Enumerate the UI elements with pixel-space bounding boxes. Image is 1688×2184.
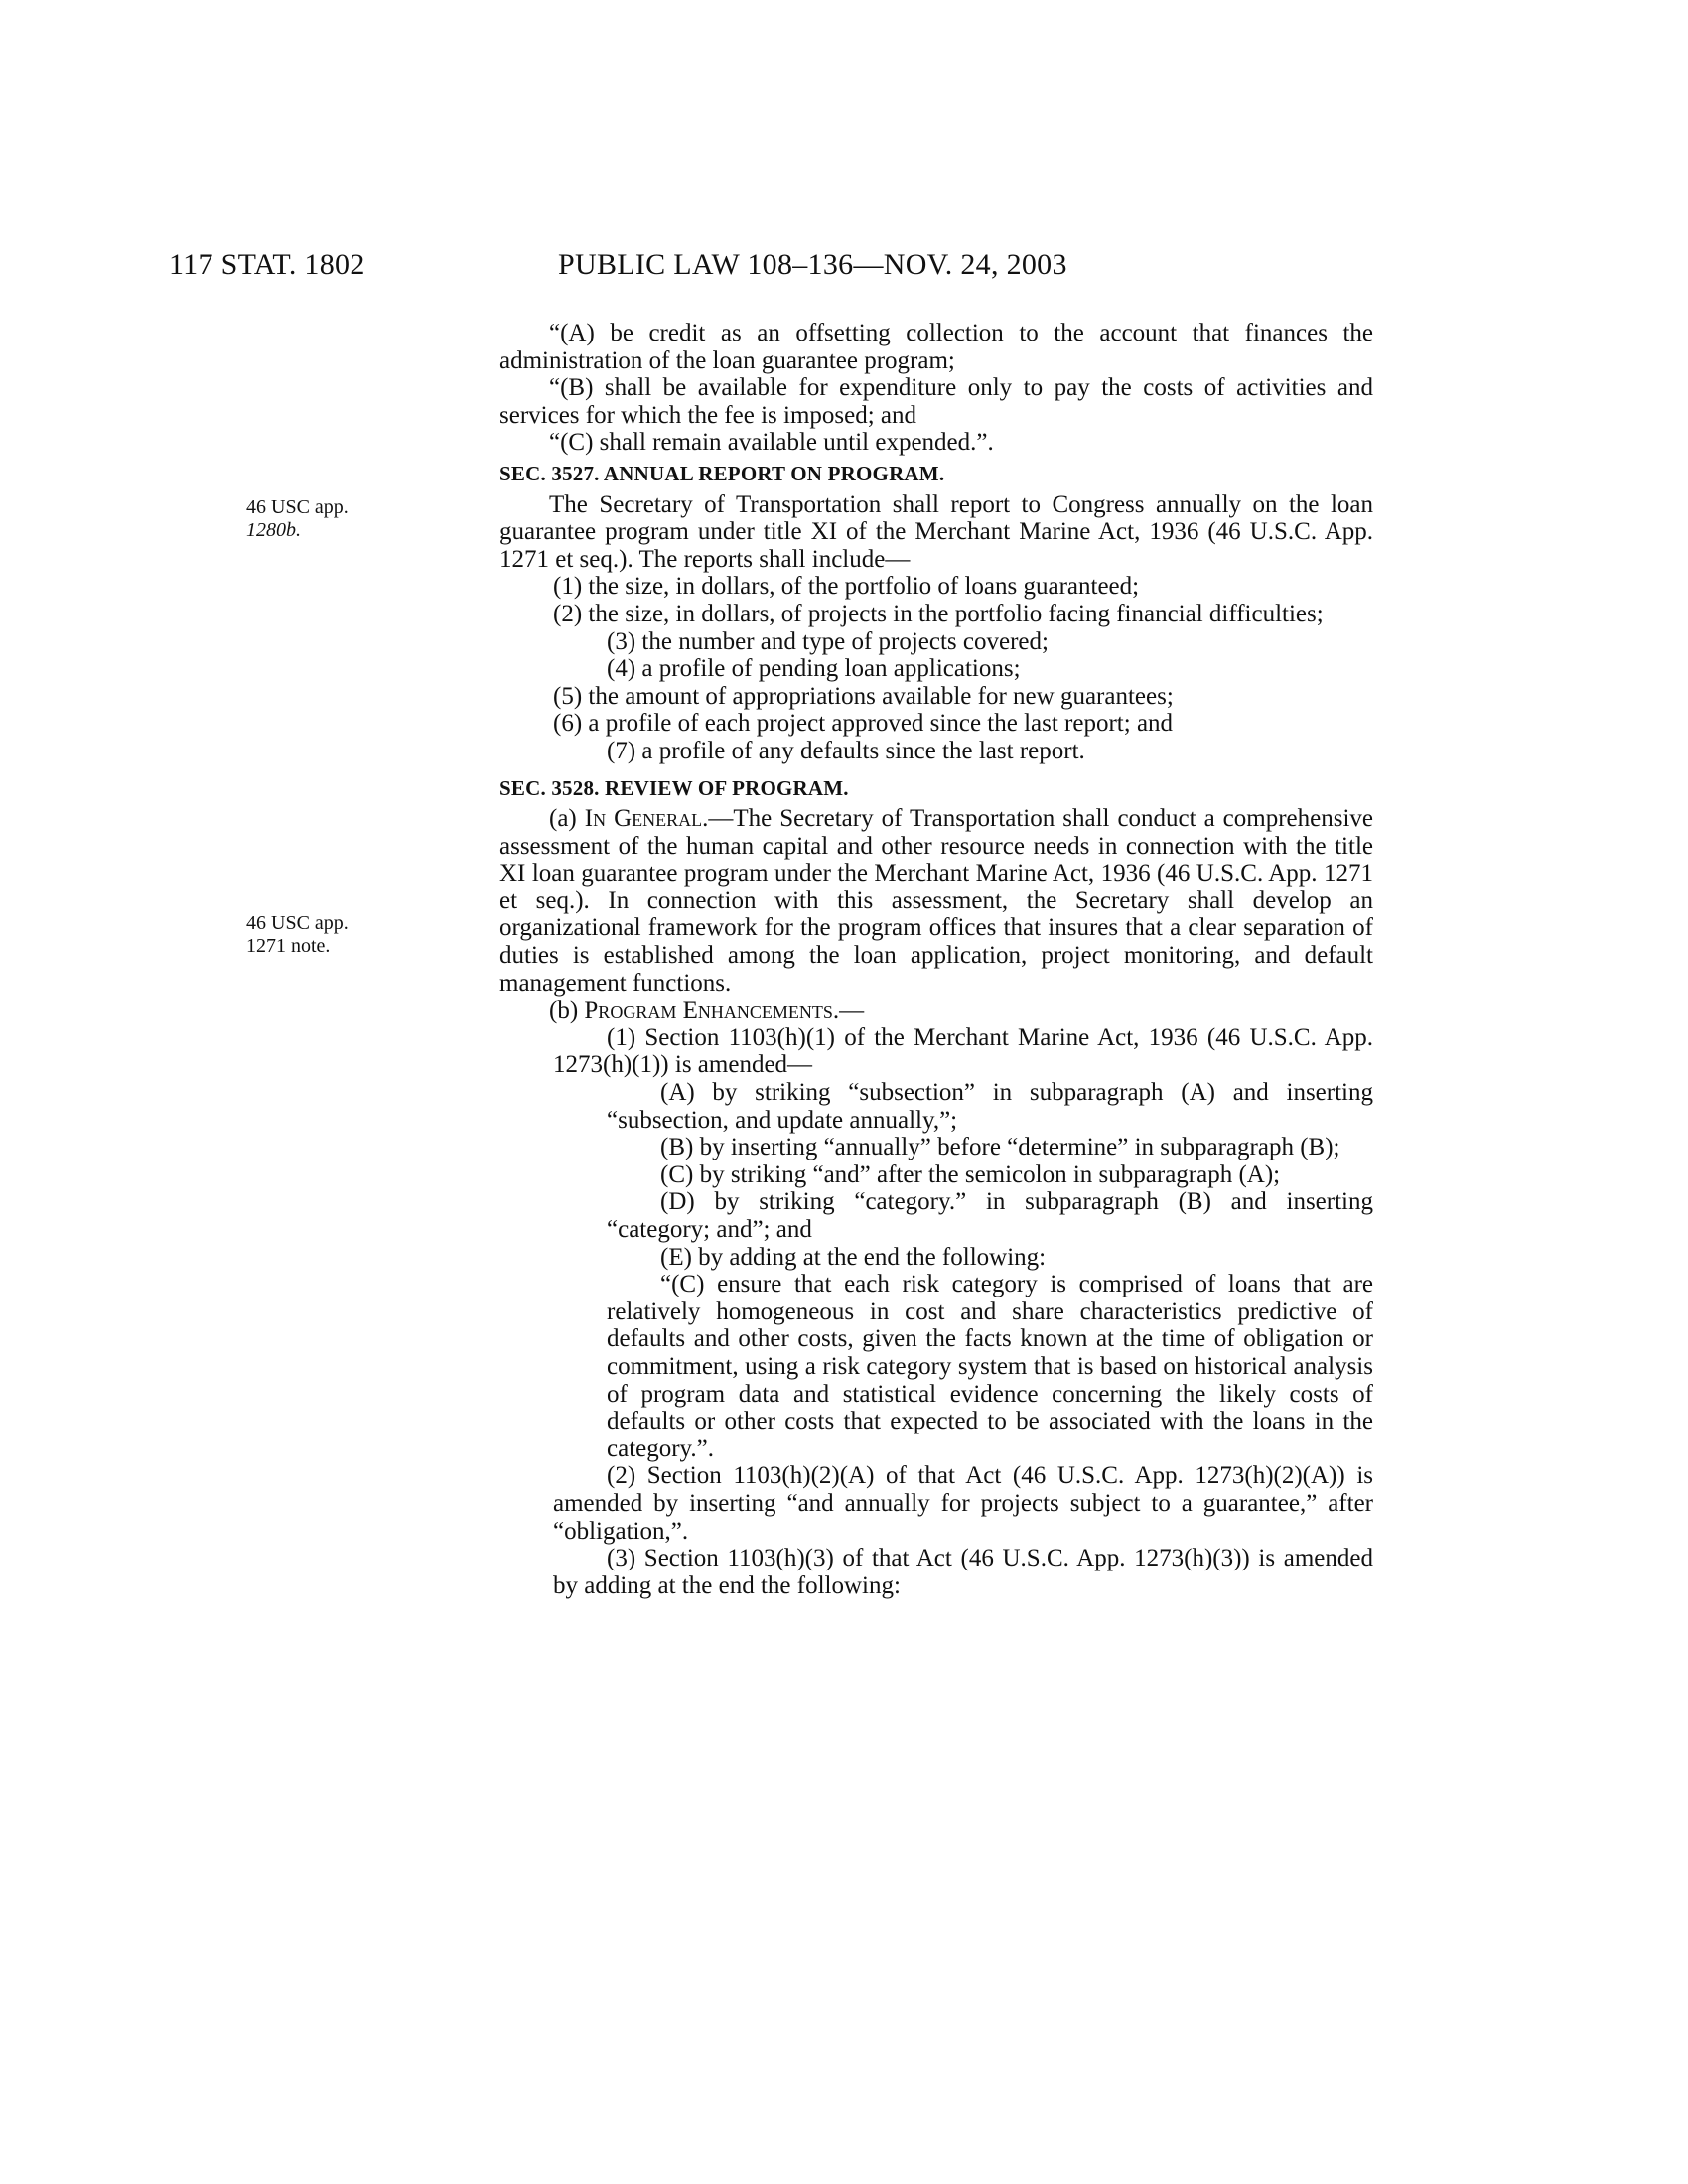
margin-note-sec-3527: [246, 496, 375, 542]
subsection-text: .—The Secretary of Transportation shall conduct a comprehensive assessment of the human capital and other resource needs in connection with the title XI loan guarantee program under the Merchant Marine Act, 1936 (46 U.S.C. App. 1271 et seq.). In connection with this assessment, the Secretary shall develop an organizational framework for the program offices that insures that a clear separation of duties is established among the loan application, project monitoring, and default management functions.: [499, 805, 1373, 997]
section-3528-heading: SEC. 3528. REVIEW OF PROGRAM.: [499, 775, 849, 800]
list-item: (E) by adding at the end the following:: [660, 1243, 1047, 1271]
margin-note-sec-3528: [246, 912, 375, 958]
list-item: (D) by striking “category.” in subparagraph (B) and inserting “category; and”; and: [607, 1188, 1373, 1243]
paragraph-a: “(A) be credit as an offsetting collection to the account that finances the administration of the loan guarantee program;: [499, 320, 1373, 374]
list-item: [499, 710, 1373, 738]
list-item-text: (6) a profile of each project approved since the last report; and: [553, 710, 1174, 738]
subsection-caption: Program Enhancements: [584, 997, 833, 1024]
list-item-text: (5) the amount of appropriations available for new guarantees;: [553, 682, 1174, 710]
subsection-label: (b): [549, 997, 585, 1024]
list-item: (C) by striking “and” after the semicolon in subparagraph (A);: [660, 1160, 1281, 1188]
law-title-header: PUBLIC LAW 108–136—NOV. 24, 2003: [558, 248, 1067, 281]
margin-note-line: 46 USC app.: [246, 912, 349, 934]
section-3528-subsection-a: [499, 805, 1373, 997]
quoted-subparagraph-c: “(C) ensure that each risk category is comprised of loans that are relatively homogeneous in cost and share characteristics predictive of defaults and other costs, given the facts known at the time of obligation or commitment, using a risk category system that is based on historical analysis of program data and statistical evidence concerning the likely costs of defaults or other costs that expected to be associated with the loans in the category.”.: [607, 1271, 1373, 1462]
list-item: (3) the number and type of projects covered;: [607, 627, 1049, 655]
paragraph-b1: [499, 1024, 1373, 1079]
list-item: (7) a profile of any defaults since the last report.: [607, 737, 1085, 764]
list-item: (4) a profile of pending loan applications;: [607, 655, 1021, 683]
section-3528-subsection-b: [499, 997, 1373, 1024]
list-item-text: (2) the size, in dollars, of projects in the portfolio facing financial difficulties;: [553, 600, 1324, 627]
paragraph-c: “(C) shall remain available until expended.”.: [549, 429, 994, 457]
list-item: (1) the size, in dollars, of the portfolio of loans guaranteed;: [553, 573, 1140, 601]
body-text: [499, 320, 1373, 1599]
list-item: [499, 601, 1373, 628]
list-item: (A) by striking “subsection” in subparagraph (A) and inserting “subsection, and update annually,”;: [607, 1079, 1373, 1134]
margin-note-line: 46 USC app.: [246, 496, 349, 518]
paragraph-b: “(B) shall be available for expenditure only to pay the costs of activities and services for which the fee is imposed; and: [499, 374, 1373, 429]
margin-note-line: 1271 note.: [246, 935, 331, 957]
paragraph-text: (1) Section 1103(h)(1) of the Merchant Marine Act, 1936 (46 U.S.C. App. 1273(h)(1)) is amended—: [553, 1024, 1373, 1079]
paragraph-b2: (2) Section 1103(h)(2)(A) of that Act (46 U.S.C. App. 1273(h)(2)(A)) is amended by inserting “and annually for projects subject to a guarantee,” after “obligation,”.: [553, 1462, 1373, 1545]
subsection-dash: .—: [832, 997, 865, 1024]
list-item: [499, 683, 1373, 711]
paragraph-b3: (3) Section 1103(h)(3) of that Act (46 U.S.C. App. 1273(h)(3)) is amended by adding at the end the following:: [553, 1545, 1373, 1599]
section-3527-intro: The Secretary of Transportation shall report to Congress annually on the loan guarantee program under title XI of the Merchant Marine Act, 1936 (46 U.S.C. App. 1271 et seq.). The reports shall include—: [499, 490, 1373, 573]
list-item: (B) by inserting “annually” before “determine” in subparagraph (B);: [660, 1134, 1340, 1161]
subsection-caption: In General: [584, 805, 703, 833]
stat-page-number: 117 STAT. 1802: [169, 248, 365, 281]
section-3527-heading: SEC. 3527. ANNUAL REPORT ON PROGRAM.: [499, 461, 945, 485]
subsection-label: (a): [549, 805, 585, 833]
margin-note-line: 1280b.: [246, 519, 301, 541]
